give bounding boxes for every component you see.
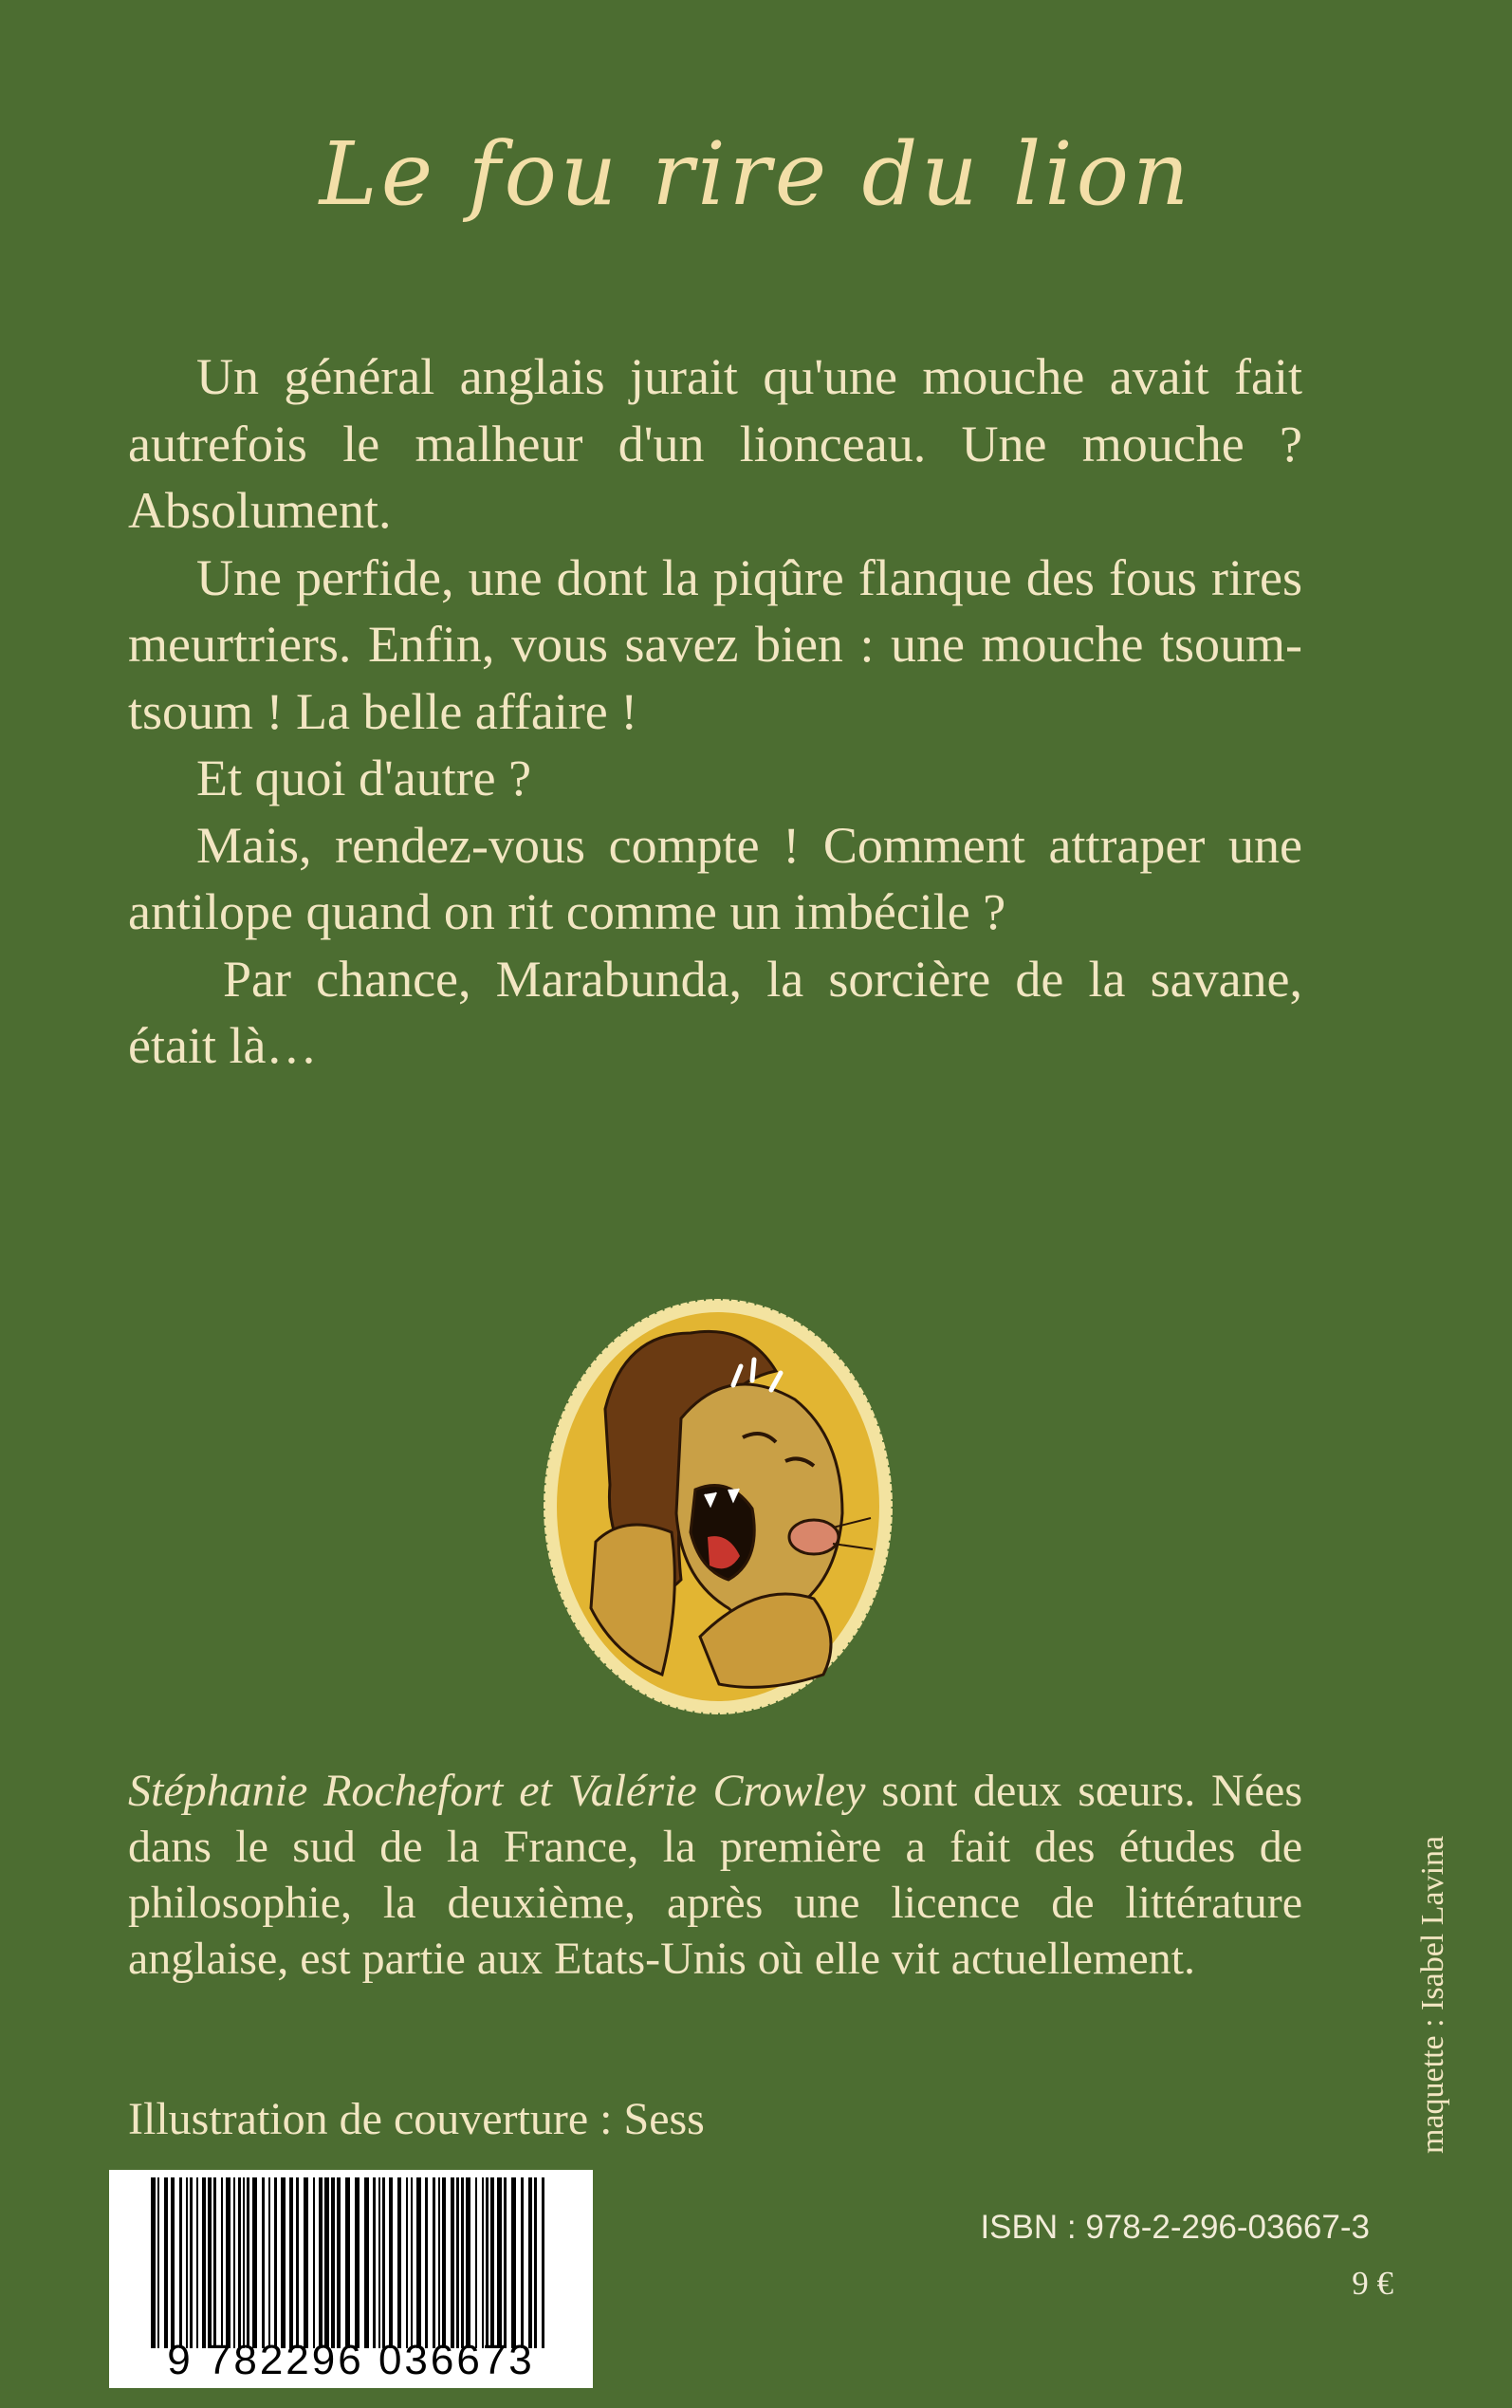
barcode-bar (521, 2177, 524, 2348)
barcode-digits: 9 782296 036673 (167, 2337, 535, 2383)
barcode-bar (196, 2177, 198, 2348)
barcode-bar (456, 2177, 459, 2348)
barcode-bar (289, 2177, 293, 2348)
barcode-bar (252, 2177, 257, 2348)
barcode-bar (296, 2177, 299, 2348)
barcode-bar (304, 2177, 308, 2348)
barcode-bar (268, 2177, 270, 2348)
barcode-bar (542, 2177, 544, 2348)
barcode-bar (221, 2177, 223, 2348)
barcode (109, 2170, 593, 2388)
barcode-bar (151, 2177, 156, 2348)
barcode-bar (482, 2177, 484, 2348)
barcode-bar (243, 2177, 245, 2348)
blurb-paragraph: Par chance, Marabunda, la sorcière de la savane, était là… (128, 950, 1302, 1074)
barcode-bar (433, 2177, 435, 2348)
barcode-bar (534, 2177, 537, 2348)
blurb-paragraph: Une perfide, une dont la piqûre flanque des fous rires meurtriers. Enfin, vous savez bien : une mouche tsoum-tsoum ! La belle affaire ! (128, 548, 1302, 740)
barcode-bar (486, 2177, 489, 2348)
barcode-bar (364, 2177, 369, 2348)
barcode-bar (490, 2177, 494, 2348)
barcode-bar (247, 2177, 249, 2348)
blurb-paragraph: Un général anglais jurait qu'une mouche avait fait autrefois le malheur d'un lionceau. Une mouche ? Absolument. (128, 348, 1302, 539)
barcode-bar (164, 2177, 168, 2348)
barcode-bars (109, 2177, 593, 2348)
barcode-bar (208, 2177, 212, 2348)
illustration-credit: Illustration de couverture : Sess (128, 2094, 705, 2144)
barcode-bar (442, 2177, 446, 2348)
author-bio-paragraph (128, 1763, 1302, 1987)
barcode-bar (262, 2177, 265, 2348)
laughing-lion-icon (539, 1295, 897, 1718)
barcode-bar (406, 2177, 408, 2348)
barcode-bar (319, 2177, 323, 2348)
barcode-bar (475, 2177, 477, 2348)
barcode-bar (190, 2177, 193, 2348)
barcode-bar (355, 2177, 360, 2348)
barcode-bar (157, 2177, 159, 2348)
blurb-paragraph: Et quoi d'autre ? (196, 750, 532, 806)
barcode-bar (313, 2177, 315, 2348)
barcode-bar (233, 2177, 235, 2348)
author-bio (128, 1763, 1302, 1987)
barcode-bar (411, 2177, 413, 2348)
book-title: Le fou rire du lion (319, 123, 1193, 225)
barcode-bar (238, 2177, 241, 2348)
barcode-bar (186, 2177, 188, 2348)
barcode-bar (389, 2177, 393, 2348)
barcode-bar (466, 2177, 470, 2348)
barcode-bar (202, 2177, 206, 2348)
barcode-bar (511, 2177, 516, 2348)
barcode-bar (382, 2177, 385, 2348)
barcode-bar (378, 2177, 380, 2348)
author-names: Stéphanie Rochefort et Valérie Crowley (128, 1766, 866, 1816)
barcode-bar (324, 2177, 329, 2348)
barcode-bar (504, 2177, 507, 2348)
barcode-bar (397, 2177, 401, 2348)
barcode-bar (281, 2177, 286, 2348)
price: 9 € (1352, 2265, 1393, 2302)
barcode-bar (337, 2177, 341, 2348)
barcode-bar (171, 2177, 175, 2348)
barcode-bar (179, 2177, 182, 2348)
isbn: ISBN : 978-2-296-03667-3 (980, 2209, 1370, 2246)
barcode-bar (461, 2177, 464, 2348)
barcode-bar (497, 2177, 502, 2348)
author-bio-text: sont deux sœurs. Nées dans le sud de la France, la première a fait des études de philosophie, la deuxième, après une licence de littérature anglaise, est partie aux Etats-Unis où elle vit actuellement. (128, 1766, 1302, 1984)
barcode-bar (226, 2177, 230, 2348)
barcode-bar (274, 2177, 277, 2348)
barcode-bar (345, 2177, 350, 2348)
maquette-credit: maquette : Isabel Lavina (1415, 1835, 1450, 2154)
barcode-bar (438, 2177, 440, 2348)
barcode-bar (373, 2177, 376, 2348)
barcode-bar (528, 2177, 532, 2348)
back-cover-blurb (128, 343, 1302, 1080)
barcode-bar (213, 2177, 216, 2348)
barcode-bar (331, 2177, 335, 2348)
barcode-bar (425, 2177, 428, 2348)
blurb-paragraph: Mais, rendez-vous compte ! Comment attraper une antilope quand on rit comme un imbécile ? (128, 816, 1302, 940)
barcode-bar (451, 2177, 454, 2348)
barcode-bar (416, 2177, 421, 2348)
